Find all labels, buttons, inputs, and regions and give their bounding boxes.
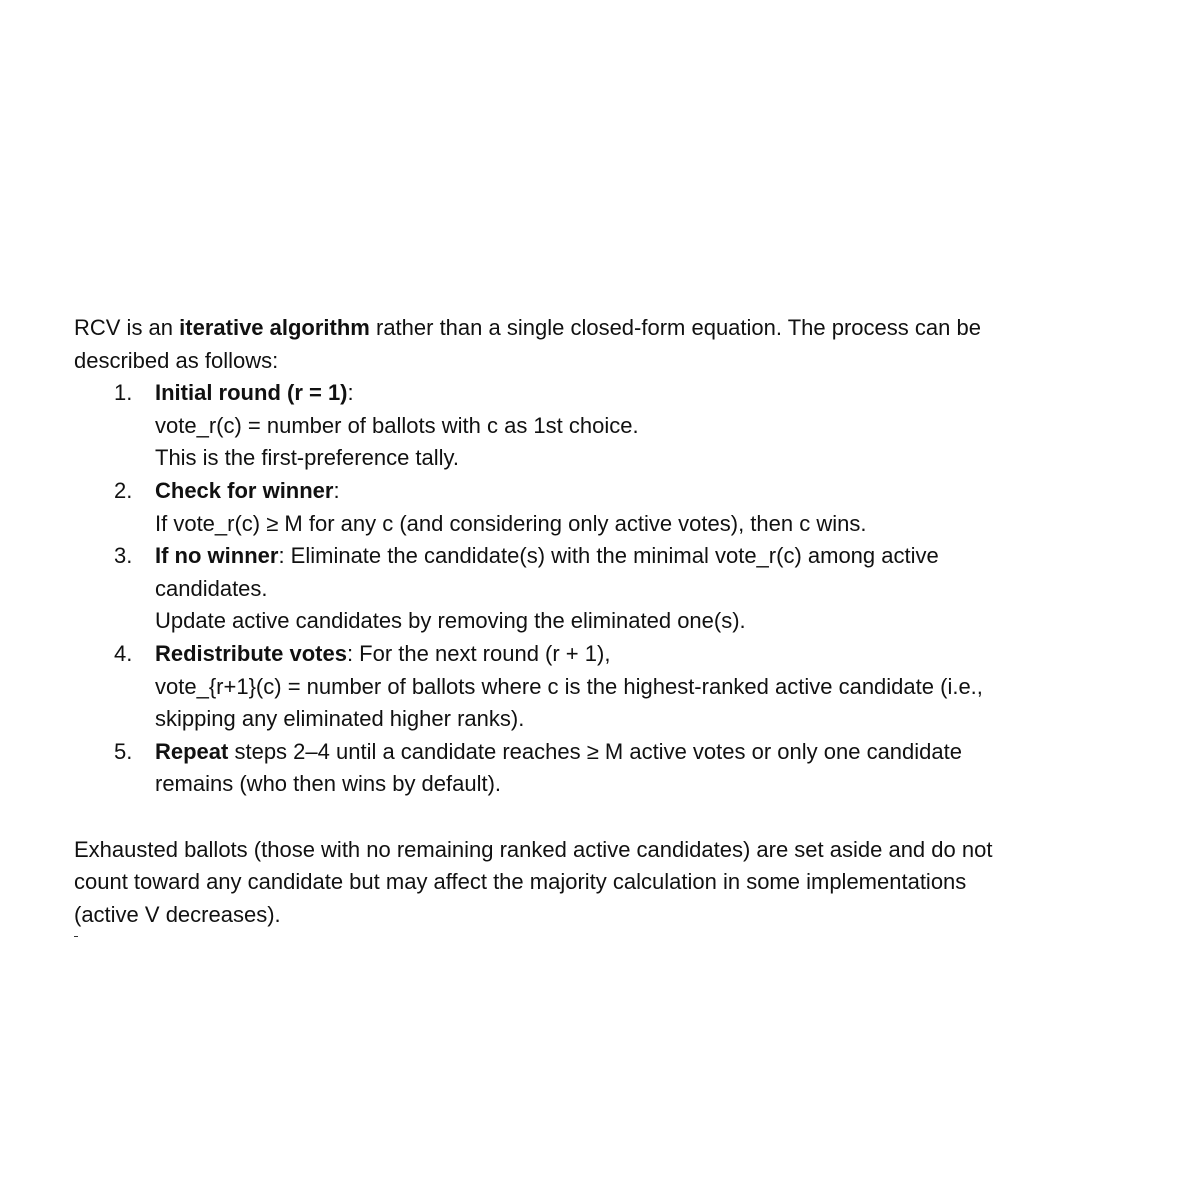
step-title: Repeat — [155, 738, 229, 764]
step-5-heading — [74, 736, 992, 769]
step-text: : Eliminate the candidate(s) with the minimal vote_r(c) among active — [278, 543, 939, 569]
paragraph-gap — [74, 801, 992, 834]
outro-line: Exhausted ballots (those with no remaining ranked active candidates) are set aside and do not — [74, 836, 993, 862]
intro-text: rather than a single closed-form equation. The process can be — [369, 315, 981, 340]
step-2-heading — [74, 475, 992, 508]
step-title: Redistribute votes — [155, 640, 347, 666]
step-text: : — [333, 477, 340, 503]
step-1-heading — [74, 377, 992, 410]
step-number: 1. — [114, 380, 133, 406]
step-1-line: vote_r(c) = number of ballots with c as 1st choice. — [155, 412, 639, 438]
outro-line: (active V decreases). — [74, 901, 281, 927]
step-text: : — [347, 380, 354, 406]
step-4-heading — [74, 638, 992, 671]
step-text: : For the next round (r + 1), — [346, 640, 611, 666]
outro-line: count toward any candidate but may affect the majority calculation in some implementations — [74, 869, 967, 895]
step-2-line: If vote_r(c) ≥ M for any c (and considering only active votes), then c wins. — [155, 510, 867, 536]
cursor-mark — [74, 936, 78, 937]
step-title: Initial round (r = 1) — [155, 380, 348, 406]
step-number: 3. — [114, 543, 133, 569]
step-number: 2. — [114, 477, 133, 503]
step-5-line: remains (who then wins by default). — [155, 771, 502, 797]
step-3-line: Update active candidates by removing the eliminated one(s). — [155, 608, 746, 634]
step-1-line: This is the first-preference tally. — [155, 445, 460, 471]
step-3-line: candidates. — [155, 575, 268, 601]
intro-line-1 — [74, 312, 992, 345]
step-number: 5. — [114, 738, 133, 764]
step-title: If no winner — [155, 543, 279, 569]
document-body — [74, 312, 992, 931]
step-4-line: vote_{r+1}(c) = number of ballots where c is the highest-ranked active candidate (i.e., — [155, 673, 983, 699]
intro-text: RCV is an — [74, 315, 180, 340]
step-4-line: skipping any eliminated higher ranks). — [155, 706, 525, 732]
intro-bold-term: iterative algorithm — [179, 315, 370, 340]
intro-line-2: described as follows: — [74, 347, 279, 373]
step-list — [74, 377, 992, 801]
step-text: steps 2–4 until a candidate reaches ≥ M active votes or only one candidate — [228, 738, 962, 764]
step-3-heading — [74, 540, 992, 573]
step-number: 4. — [114, 640, 133, 666]
step-title: Check for winner — [155, 477, 334, 503]
